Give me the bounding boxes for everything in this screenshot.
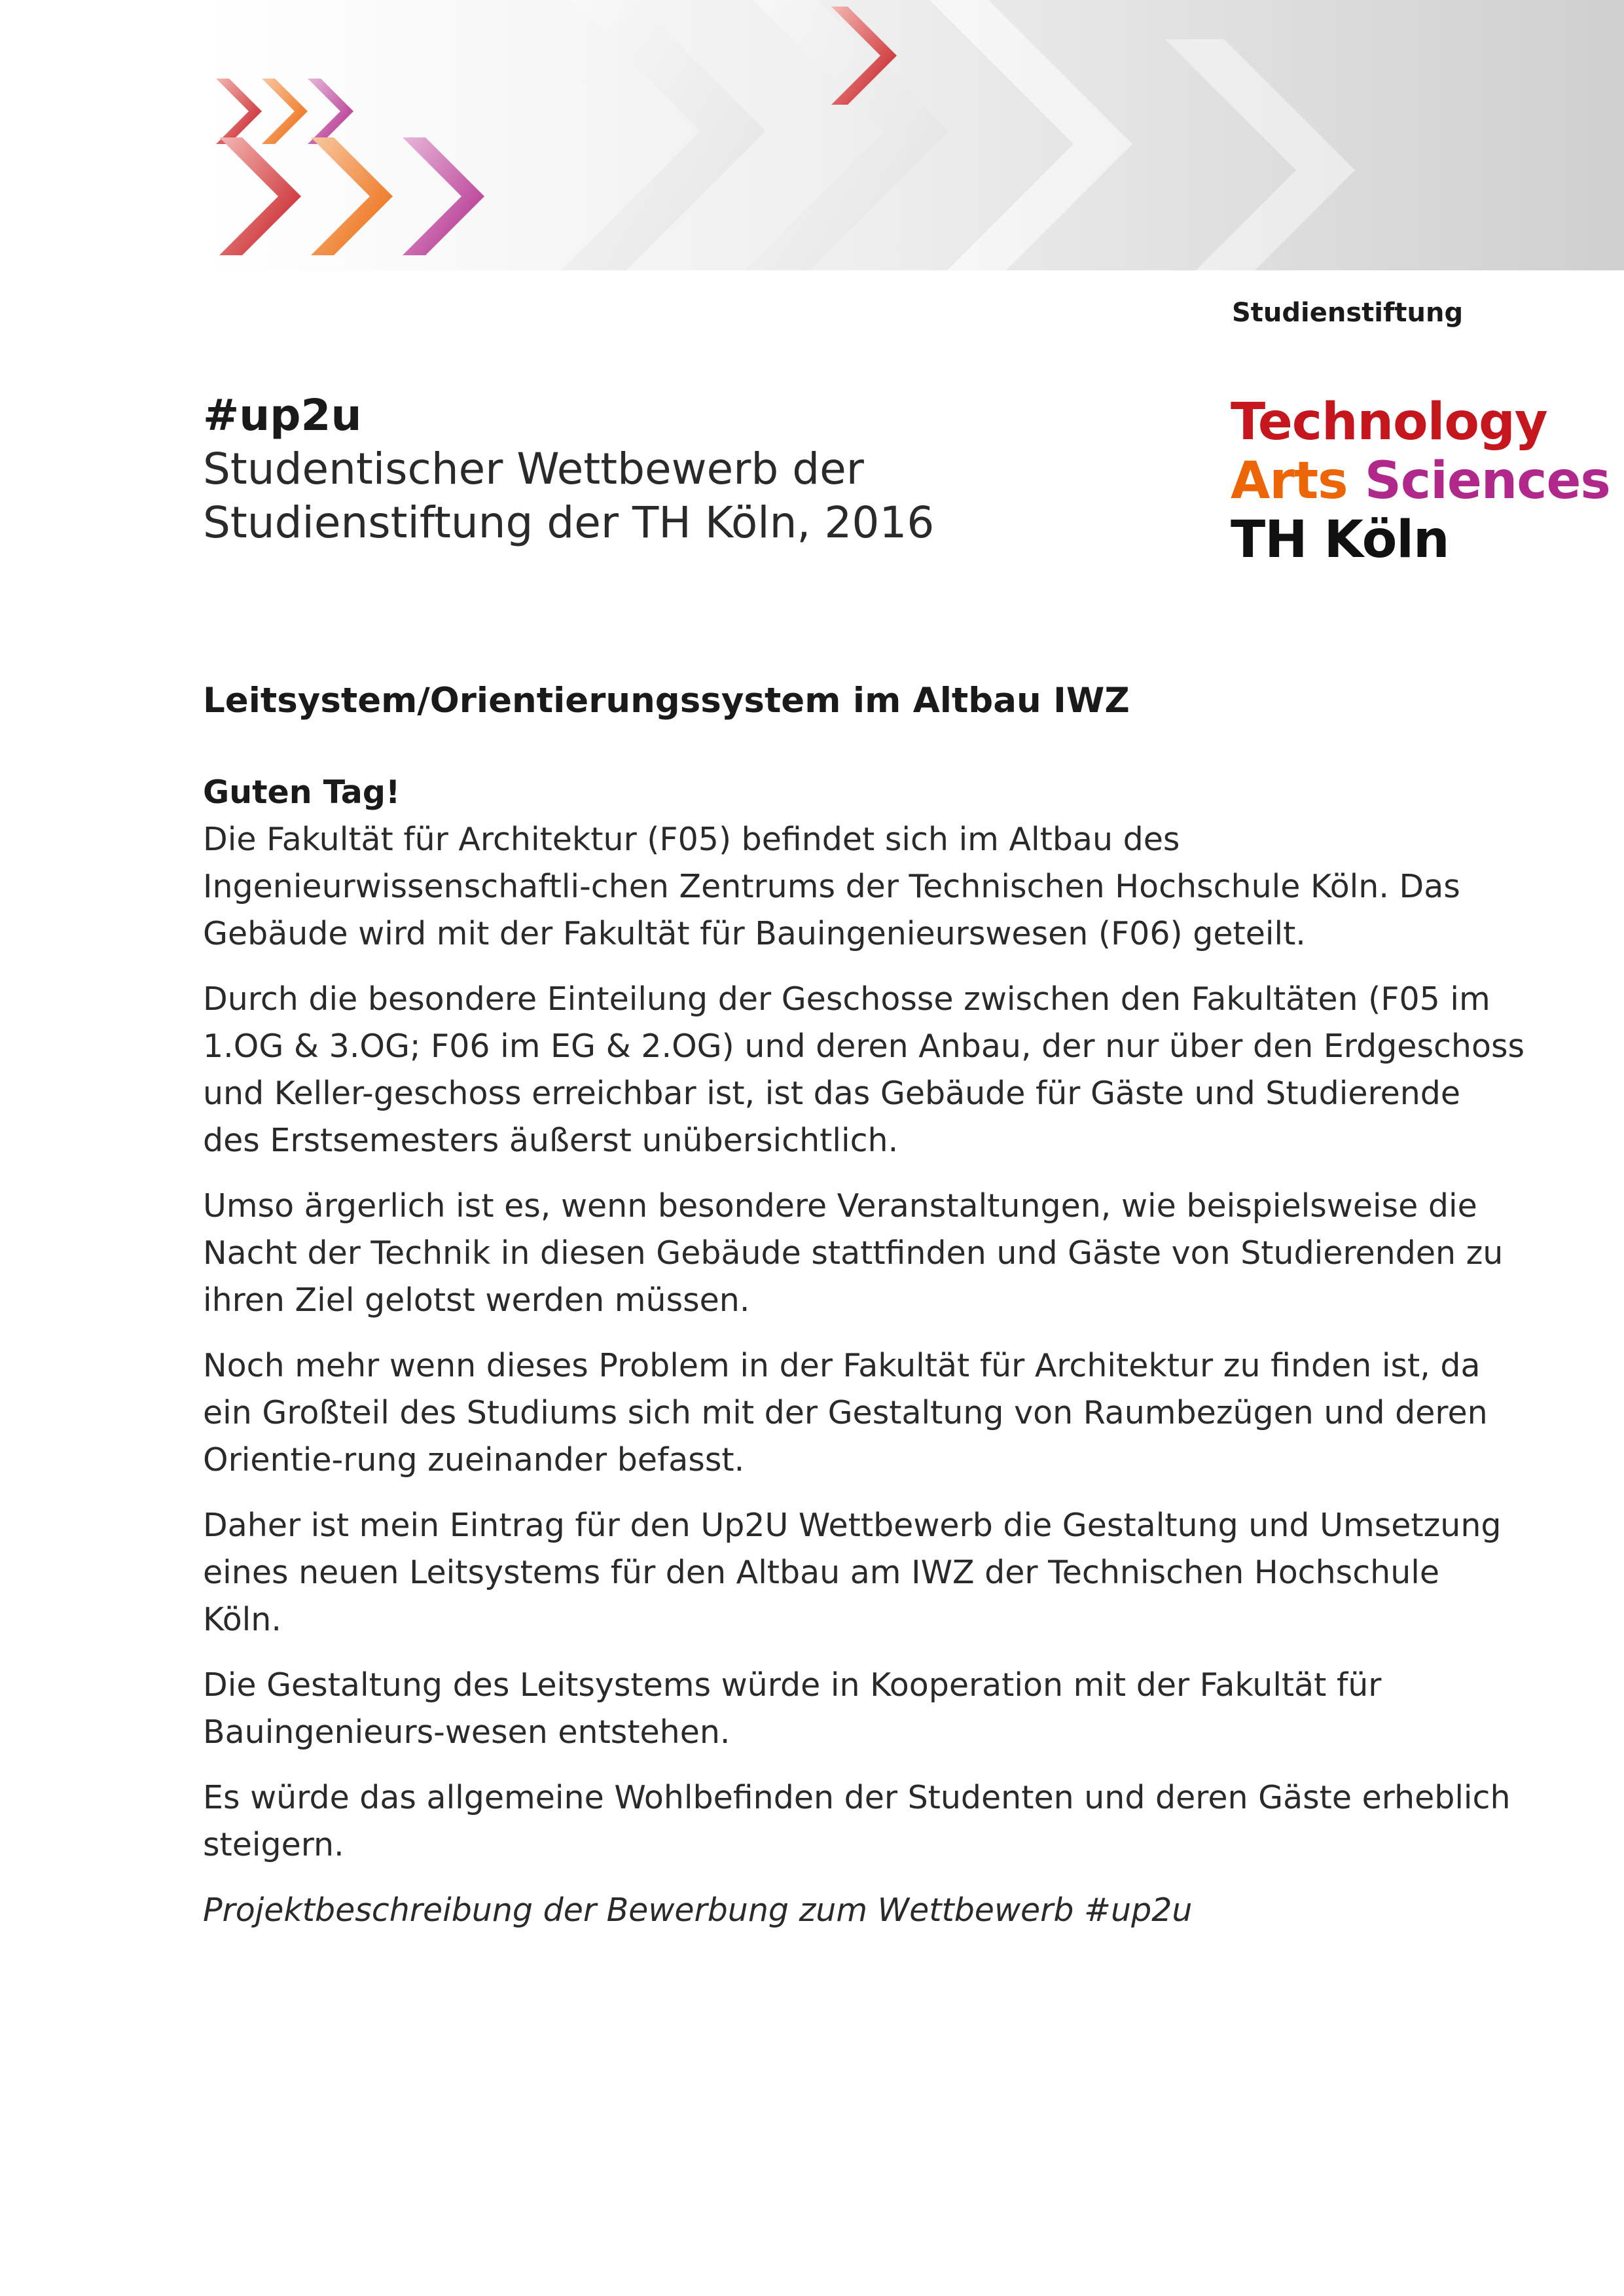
paragraph: Daher ist mein Eintrag für den Up2U Wettbewerb die Gestaltung und Umsetzung eines neuen Leitsystems für den Altbau am IWZ der Technischen Hochschule Köln. bbox=[203, 1507, 1502, 1638]
caption: Projektbeschreibung der Bewerbung zum Wettbewerb #up2u bbox=[203, 1892, 1193, 1929]
document-body bbox=[203, 677, 1525, 1952]
paragraph: Es würde das allgemeine Wohlbefinden der Studenten und deren Gäste erheblich steigern. bbox=[203, 1779, 1511, 1863]
logo-sciences: Sciences bbox=[1364, 452, 1610, 511]
header-decoration bbox=[203, 0, 1624, 270]
section-heading: Leitsystem/Orientierungssystem im Altbau IWZ bbox=[203, 681, 1130, 721]
paragraph-text: Die Fakultät für Architektur (F05) befindet sich im Altbau des Ingenieurwissenschaftli-chen Zentrums der Technischen Hochschule Köln. Das Gebäude wird mit der Fakultät für Bauingenieurswesen (F06) geteilt. bbox=[203, 821, 1460, 952]
paragraph: Die Gestaltung des Leitsystems würde in Kooperation mit der Fakultät für Bauingenieurs-wesen entstehen. bbox=[203, 1666, 1382, 1751]
greeting: Guten Tag! bbox=[203, 774, 401, 811]
title-line-1: Studentischer Wettbewerb der bbox=[203, 444, 864, 494]
th-koeln-logo bbox=[1231, 393, 1610, 569]
unit-label: Studienstiftung bbox=[1232, 298, 1464, 328]
logo-arts: Arts bbox=[1231, 452, 1348, 511]
logo-technology: Technology bbox=[1231, 393, 1547, 452]
document-title bbox=[203, 389, 1185, 550]
title-line-2: Studienstiftung der TH Köln, 2016 bbox=[203, 497, 935, 548]
paragraph: Durch die besondere Einteilung der Geschosse zwischen den Fakultäten (F05 im 1.OG & 3.OG; F06 im EG & 2.OG) und deren Anbau, der nur über den Erdgeschoss und Keller-geschoss erreichbar ist, ist das Gebäude für Gäste und Studierende des Erstsemesters äußerst unübersichtlich. bbox=[203, 980, 1525, 1159]
paragraph: Noch mehr wenn dieses Problem in der Fakultät für Architektur zu finden ist, da ein Großteil des Studiums sich mit der Gestaltung von Raumbezügen und deren Orientie-rung zueinander befasst. bbox=[203, 1347, 1488, 1479]
chevron-pattern-icon bbox=[203, 0, 1624, 270]
paragraph: Umso ärgerlich ist es, wenn besondere Veranstaltungen, wie beispielsweise die Nacht der Technik in diesen Gebäude stattfinden und Gäste von Studierenden zu ihren Ziel gelotst werden müssen. bbox=[203, 1187, 1504, 1319]
logo-th-koeln: TH Köln bbox=[1231, 511, 1449, 569]
logo-line2 bbox=[1231, 452, 1610, 511]
title-hashtag: #up2u bbox=[203, 390, 362, 440]
paragraph bbox=[203, 769, 1525, 958]
